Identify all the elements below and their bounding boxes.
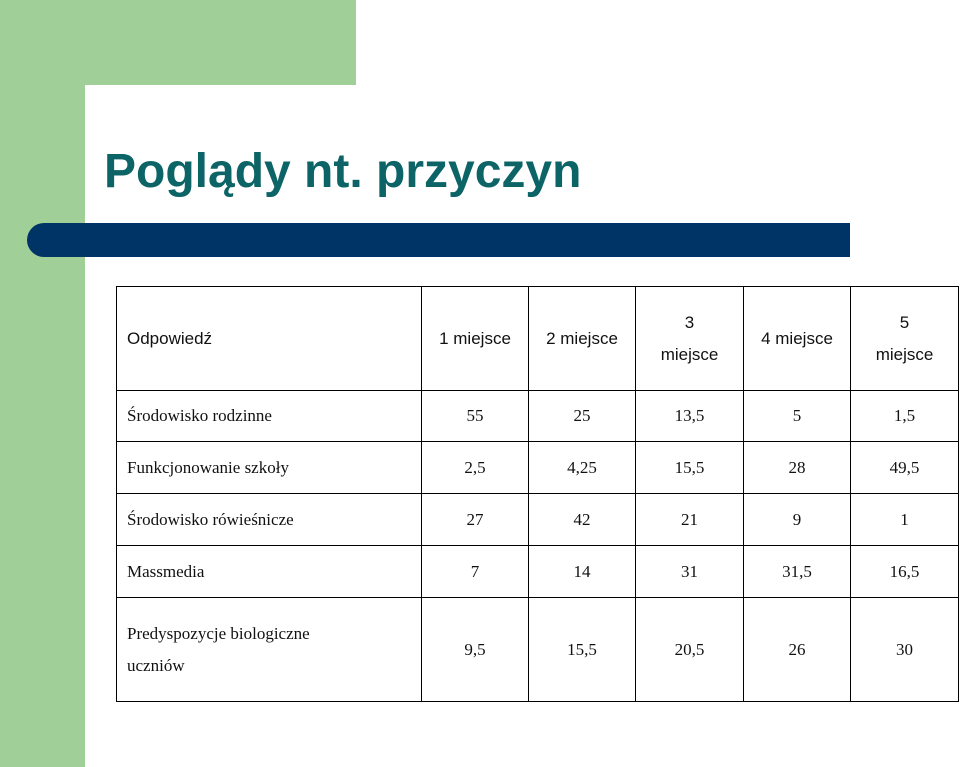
table-cell: 9,5	[422, 598, 529, 702]
table-cell: 25	[529, 391, 636, 442]
ranking-table	[116, 286, 959, 702]
table-cell: 28	[744, 442, 851, 494]
table-cell: 9	[744, 494, 851, 546]
header-col-5	[851, 287, 959, 391]
table-cell: 2,5	[422, 442, 529, 494]
row-label: Funkcjonowanie szkoły	[117, 442, 422, 494]
header-col-2	[529, 287, 636, 391]
table-row	[117, 494, 959, 546]
table-row	[117, 598, 959, 702]
table-cell: 31	[636, 546, 744, 598]
table-cell: 27	[422, 494, 529, 546]
table-cell: 55	[422, 391, 529, 442]
row-label-line1: Predyspozycje biologiczne	[127, 623, 310, 643]
header-col-5-line1: 5	[899, 312, 910, 332]
table-cell: 20,5	[636, 598, 744, 702]
title-underline-bar	[27, 223, 850, 257]
table-cell: 21	[636, 494, 744, 546]
green-accent-left	[0, 0, 85, 767]
row-label: Środowisko rodzinne	[117, 391, 422, 442]
table-row	[117, 442, 959, 494]
slide-title: Poglądy nt. przyczyn	[104, 145, 582, 198]
table-cell: 1,5	[851, 391, 959, 442]
table-header-row	[117, 287, 959, 391]
row-label: Środowisko rówieśnicze	[117, 494, 422, 546]
row-label: Massmedia	[117, 546, 422, 598]
header-col-3-line2: miejsce	[660, 344, 719, 364]
header-col-1	[422, 287, 529, 391]
row-label	[117, 598, 422, 702]
table-cell: 16,5	[851, 546, 959, 598]
row-label-line2: uczniów	[127, 655, 185, 675]
table-cell: 4,25	[529, 442, 636, 494]
header-col-3-line1: 3	[684, 312, 695, 332]
header-col-4-text: 4 miejsce	[761, 328, 833, 348]
table-cell: 31,5	[744, 546, 851, 598]
green-accent-top	[0, 0, 356, 85]
header-col-2-text: 2 miejsce	[546, 328, 618, 348]
table-cell: 7	[422, 546, 529, 598]
table-cell: 30	[851, 598, 959, 702]
table-cell: 14	[529, 546, 636, 598]
header-label: Odpowiedź	[117, 287, 422, 391]
table-cell: 26	[744, 598, 851, 702]
table-cell: 42	[529, 494, 636, 546]
table-cell: 49,5	[851, 442, 959, 494]
table-cell: 13,5	[636, 391, 744, 442]
header-col-3	[636, 287, 744, 391]
table-cell: 5	[744, 391, 851, 442]
table-row	[117, 546, 959, 598]
header-col-1-text: 1 miejsce	[439, 328, 511, 348]
table-row	[117, 391, 959, 442]
header-col-5-line2: miejsce	[875, 344, 934, 364]
table-cell: 15,5	[636, 442, 744, 494]
table-cell: 15,5	[529, 598, 636, 702]
table-cell: 1	[851, 494, 959, 546]
header-col-4	[744, 287, 851, 391]
